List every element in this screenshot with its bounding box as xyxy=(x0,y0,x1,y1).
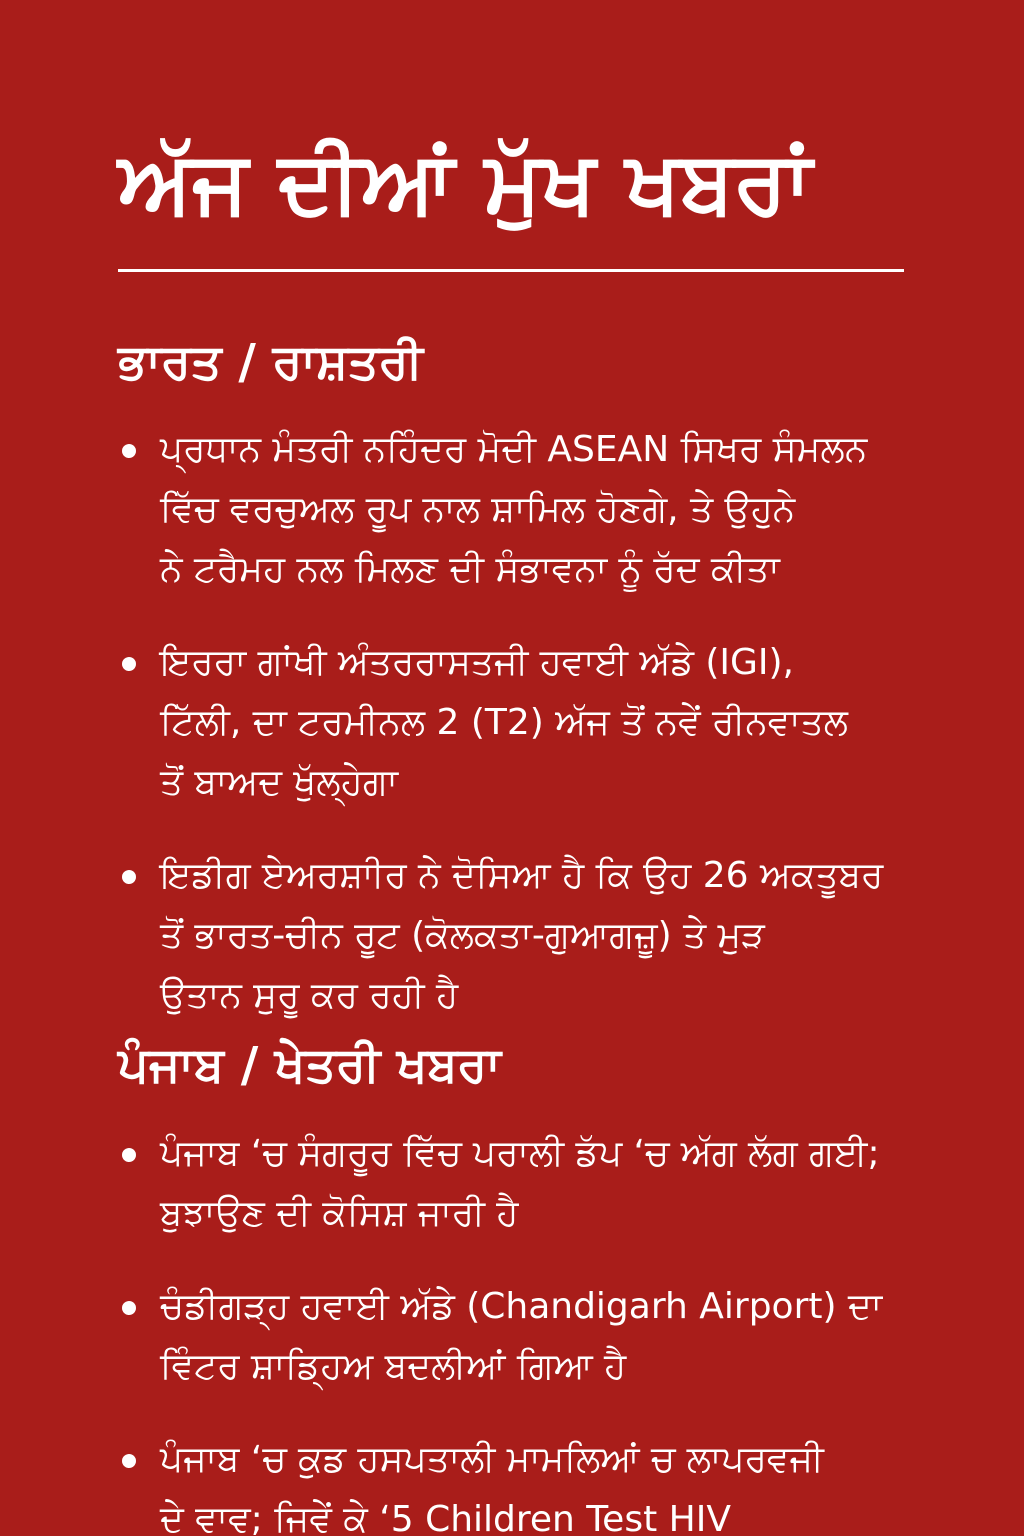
news-item xyxy=(118,1277,988,1397)
news-item-line: ਇਰਰਾ ਗਾਂਖੀ ਅੰਤਰਰਾਸਤਜੀ ਹਵਾਈ ਅੱਡੇ (IGI), xyxy=(160,642,795,683)
news-item-line: ਤੋਂ ਭਾਰਤ-ਚੀਨ ਰੂਟ (ਕੋਲਕਤਾ-ਗੁਆਗਜ਼ੂ) ਤੇ ਮੁੜ xyxy=(160,915,765,956)
news-item xyxy=(118,420,988,600)
news-item-line: ਵਿੱਚ ਵਰਚੁਅਲ ਰੂਪ ਨਾਲ ਸ਼ਾਮਿਲ ਹੋਣਗੇ, ਤੇ ਉਹੁਨੇ xyxy=(160,489,796,530)
bullet-icon xyxy=(122,870,136,884)
bullet-icon xyxy=(122,657,136,671)
news-item-line: ਪ੍ਰਧਾਨ ਮੰਤਰੀ ਨਹਿੰਦਰ ਮੋਦੀ ASEAN ਸਿਖਰ ਸੰਮਲਨ xyxy=(160,429,868,470)
news-item-line: ਟਿੱਲੀ, ਦਾ ਟਰਮੀਨਲ 2 (T2) ਅੱਜ ਤੋਂ ਨਵੇਂ ਰੀਨਵਾਤਲ xyxy=(160,702,849,743)
news-item-line: ਉਤਾਨ ਸੁਰੂ ਕਰ ਰਹੀ ਹੈ xyxy=(160,975,459,1016)
news-item-line: ਇਡੀਗ ਏਅਰਸ਼ਾੀਰ ਨੇ ਦੋਸਿਆ ਹੈ ਕਿ ਉਹ 26 ਅਕਤੂਬਰ xyxy=(160,855,884,896)
news-item-line: ਪੰਜਾਬ ‘ਚ ਕੁਡ ਹਸਪਤਾਲੀ ਮਾਮਲਿਆਂ ਚ ਲਾਪਰਵਜੀ xyxy=(160,1439,824,1480)
news-item-line: ਤੋਂ ਬਾਅਦ ਖੁੱਲ੍ਹੇਗਾ xyxy=(160,762,399,803)
news-item-line: ਚੰਡੀਗੜ੍ਹ ਹਵਾਈ ਅੱਡੇ (Chandigarh Airport) ਦਾ xyxy=(160,1286,883,1327)
news-item xyxy=(118,1430,988,1536)
bullet-icon xyxy=(122,1454,136,1468)
news-item xyxy=(118,846,988,1026)
bullet-icon xyxy=(122,1301,136,1315)
page-title: ਅੱਜ ਦੀਆਂ ਮੁੱਖ ਖਬਰਾਂ xyxy=(118,133,812,233)
news-item-line: ਬੁਝਾਉਣ ਦੀ ਕੋਸਿਸ਼ ਜਾਰੀ ਹੈ xyxy=(160,1193,519,1234)
punjab-news-list xyxy=(118,1124,988,1536)
title-divider xyxy=(118,269,904,272)
news-item-line: ਨੇ ਟਰੈਮਹ ਨਲ ਮਿਲਣ ਦੀ ਸੰਭਾਵਨਾ ਨੂੰ ਰੱਦ ਕੀਤਾ xyxy=(160,549,780,590)
section-heading-punjab: ਪੰਜਾਬ / ਖੇਤਰੀ ਖਬਰਾ xyxy=(118,1037,501,1093)
news-item xyxy=(118,633,988,813)
bullet-icon xyxy=(122,1148,136,1162)
news-item-line: ਵਿੰਟਰ ਸ਼ਾਡ੍ਹਿਅ ਬਦਲੀਆਂ ਗਿਆ ਹੈ xyxy=(160,1346,627,1387)
news-item xyxy=(118,1124,988,1244)
news-item-line: ਪੰਜਾਬ ‘ਚ ਸੰਗਰੂਰ ਵਿੱਚ ਪਰਾਲੀ ਡੱਪ ‘ਚ ਅੱਗ ਲੱਗ ਗਈ; xyxy=(160,1133,880,1174)
bullet-icon xyxy=(122,444,136,458)
news-item-line: ਦੇ ਵਾਵ; ਜਿਵੇਂ ਕੇ ‘5 Children Test HIV xyxy=(160,1499,731,1536)
section-heading-national: ਭਾਰਤ / ਰਾਸ਼ਤਰੀ xyxy=(118,334,423,390)
national-news-list xyxy=(118,420,988,1059)
